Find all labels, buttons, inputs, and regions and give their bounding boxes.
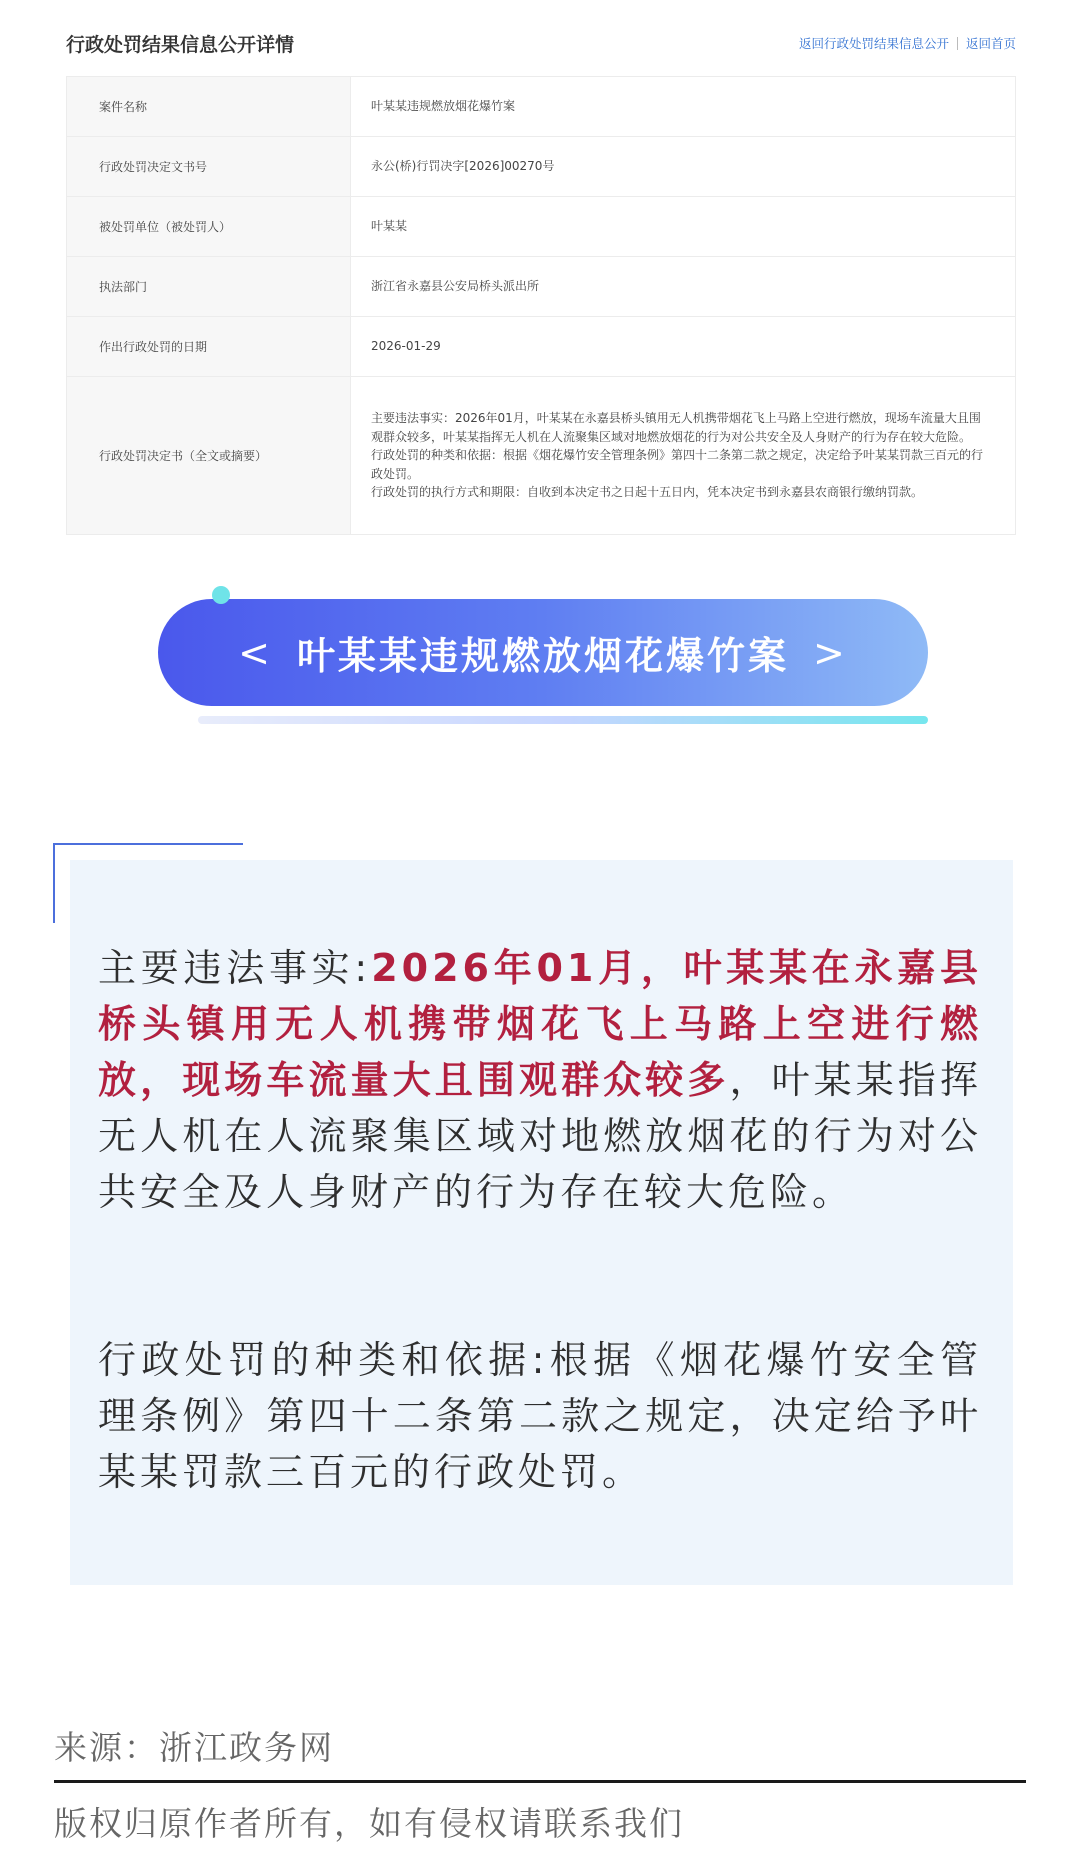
enforcement-dept-label: 执法部门: [67, 257, 351, 317]
penalty-basis-paragraph: 行政处罚的种类和依据:根据《烟花爆竹安全管理条例》第四十二条第二款之规定，决定给予叶某某罚款三百元的行政处罚。: [98, 1338, 982, 1494]
chevron-left-icon: <: [238, 630, 273, 675]
home-link[interactable]: 返回首页: [965, 36, 1016, 51]
table-row: [67, 257, 1016, 317]
table-row: [67, 197, 1016, 257]
case-name-value: 叶某某违规燃放烟花爆竹案: [351, 77, 1016, 137]
illegal-facts-paragraph: [98, 940, 982, 1220]
banner-title: 叶某某违规燃放烟花爆竹案: [296, 634, 789, 678]
decorative-dot: [212, 586, 230, 604]
banner-underline: [198, 716, 928, 724]
decision-facts: 主要违法事实：2026年01月，叶某某在永嘉县桥头镇用无人机携带烟花飞上马路上空进行燃放，现场车流量大且围观群众较多，叶某某指挥无人机在人流聚集区域对地燃放烟花的行为对公共安全及人身财产的行为存在较大危险。: [371, 411, 981, 444]
footer-divider: [54, 1780, 1026, 1783]
penalized-party-label: 被处罚单位（被处罚人）: [67, 197, 351, 257]
decision-date-value: 2026-01-29: [351, 317, 1016, 377]
corner-accent-vertical: [53, 843, 55, 923]
document-number-value: 永公(桥)行罚决字[2026]00270号: [351, 137, 1016, 197]
header-nav: [799, 34, 1016, 52]
page-title: 行政处罚结果信息公开详情: [66, 34, 295, 56]
copyright-text: 版权归原作者所有，如有侵权请联系我们: [54, 1804, 684, 1843]
decision-date-label: 作出行政处罚的日期: [67, 317, 351, 377]
penalized-party-value: 叶某某: [351, 197, 1016, 257]
page-header: [66, 26, 1016, 62]
facts-highlight: 2026年01月，叶某某在永嘉县桥头镇用无人机携带烟花飞上马路上空进行燃放，现场车流量大且围观群众较多: [98, 946, 982, 1102]
corner-accent-horizontal: [53, 843, 243, 845]
case-name-label: 案件名称: [67, 77, 351, 137]
banner-pill: [158, 599, 928, 706]
back-to-list-link[interactable]: 返回行政处罚结果信息公开: [798, 36, 949, 51]
nav-divider: [957, 37, 958, 50]
table-row: [67, 137, 1016, 197]
case-info-table: [66, 76, 1016, 535]
chevron-right-icon: >: [813, 630, 848, 675]
decision-text-value: [351, 377, 1016, 535]
document-number-label: 行政处罚决定文书号: [67, 137, 351, 197]
decision-basis: 行政处罚的种类和依据：根据《烟花爆竹安全管理条例》第四十二条第二款之规定，决定给予叶某某罚款三百元的行政处罚。: [371, 448, 984, 481]
enforcement-dept-value: 浙江省永嘉县公安局桥头派出所: [351, 257, 1016, 317]
table-row: [67, 377, 1016, 535]
facts-prefix: 主要违法事实:: [98, 946, 372, 990]
decision-execution: 行政处罚的执行方式和期限：自收到本决定书之日起十五日内，凭本决定书到永嘉县农商银行缴纳罚款。: [371, 485, 924, 500]
facts-rest: ，叶某某指挥无人机在人流聚集区域对地燃放烟花的行为对公共安全及人身财产的行为存在较大危险。: [98, 1058, 982, 1214]
quote-box: [70, 860, 1013, 1585]
decision-text-label: 行政处罚决定书（全文或摘要）: [67, 377, 351, 535]
source-text: 来源：浙江政务网: [54, 1728, 334, 1767]
table-row: [67, 77, 1016, 137]
table-row: [67, 317, 1016, 377]
case-title-banner: [158, 582, 928, 730]
